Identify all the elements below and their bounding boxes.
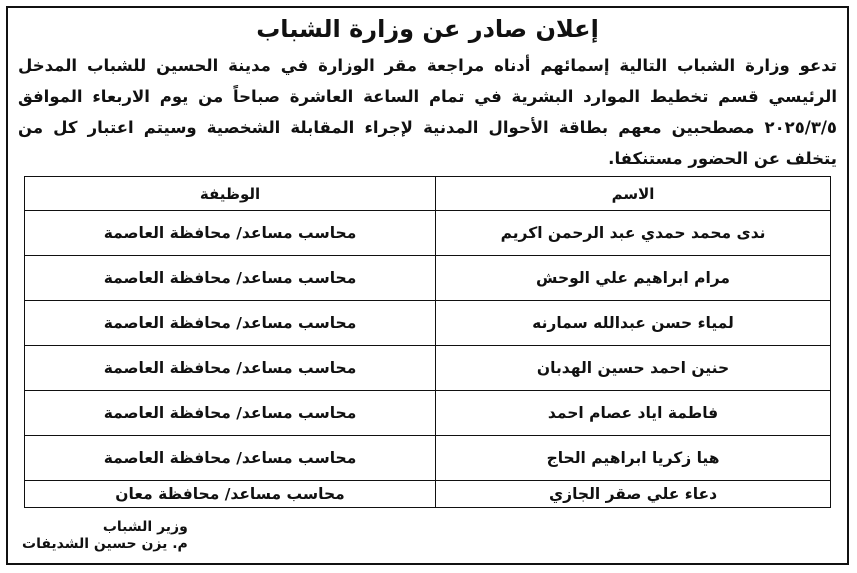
- candidate-name: مرام ابراهيم علي الوحش: [436, 256, 831, 301]
- table-row: [25, 256, 831, 301]
- candidate-job: محاسب مساعد/ محافظة العاصمة: [25, 256, 436, 301]
- signature-name: م. يزن حسين الشديفات: [22, 536, 188, 552]
- candidate-job: محاسب مساعد/ محافظة العاصمة: [25, 436, 436, 481]
- candidates-table: [24, 176, 831, 508]
- announcement-frame: [6, 6, 849, 565]
- candidate-name: دعاء علي صقر الجازي: [436, 481, 831, 508]
- header-name: الاسم: [436, 177, 831, 211]
- table-row: [25, 481, 831, 508]
- announcement-title: إعلان صادر عن وزارة الشباب: [256, 15, 599, 43]
- candidate-name: هيا زكريا ابراهيم الحاج: [436, 436, 831, 481]
- candidate-name: فاطمة اياد عصام احمد: [436, 391, 831, 436]
- table-row: [25, 391, 831, 436]
- candidate-name: ندى محمد حمدي عبد الرحمن اكريم: [436, 211, 831, 256]
- table-row: [25, 301, 831, 346]
- table-row: [25, 436, 831, 481]
- candidate-name: لمياء حسن عبدالله سمارنه: [436, 301, 831, 346]
- candidate-job: محاسب مساعد/ محافظة معان: [25, 481, 436, 508]
- candidate-job: محاسب مساعد/ محافظة العاصمة: [25, 391, 436, 436]
- candidate-job: محاسب مساعد/ محافظة العاصمة: [25, 346, 436, 391]
- candidate-job: محاسب مساعد/ محافظة العاصمة: [25, 211, 436, 256]
- table-row: [25, 211, 831, 256]
- table-header-row: [25, 177, 831, 211]
- signature-role: وزير الشباب: [102, 519, 188, 535]
- signature-block: [22, 519, 188, 553]
- announcement-body: تدعو وزارة الشباب التالية إسمائهم أدناه مراجعة مقر الوزارة في مدينة الحسين للشباب المدخل الرئيسي قسم تخطيط الموارد البشرية في تمام الساعة العاشرة صباحاً من يوم الاربعاء الموافق ٢٠٢٥/٣/٥ مصطحبين معهم بطاقة الأحوال المدنية لإجراء المقابلة الشخصية وسيتم اعتبار كل من يتخلف عن الحضور مستنكفا.: [18, 56, 837, 168]
- candidate-name: حنين احمد حسين الهدبان: [436, 346, 831, 391]
- header-job: الوظيفة: [25, 177, 436, 211]
- table-row: [25, 346, 831, 391]
- candidate-job: محاسب مساعد/ محافظة العاصمة: [25, 301, 436, 346]
